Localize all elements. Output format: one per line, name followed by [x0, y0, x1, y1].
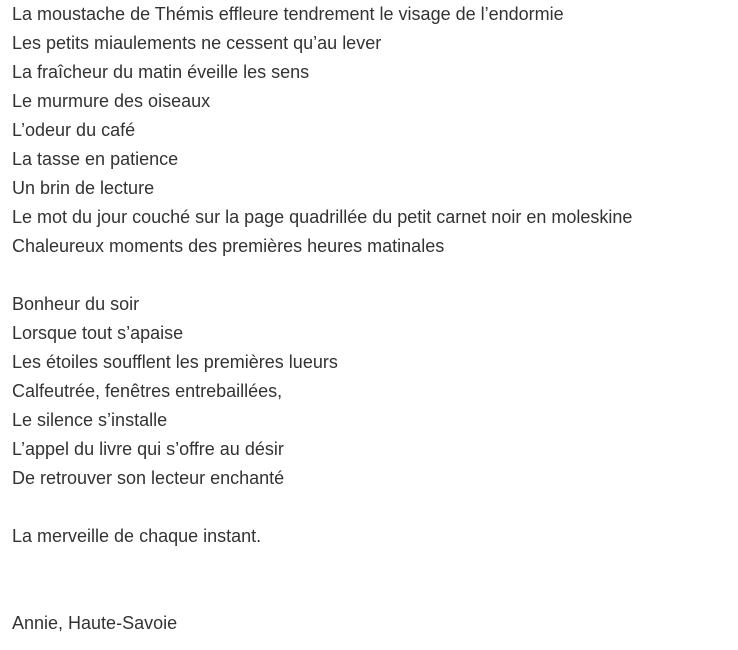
poem-line: Les petits miaulements ne cessent qu’au lever [12, 33, 382, 53]
stanza-spacer [12, 493, 732, 522]
poem-line: L’appel du livre qui s’offre au désir [12, 439, 284, 459]
stanza-morning [12, 0, 732, 261]
poem-line: Calfeutrée, fenêtres entrebaillées, [12, 381, 283, 401]
poem-line: L’odeur du café [12, 120, 136, 140]
poem-line: Le murmure des oiseaux [12, 91, 211, 111]
author-signature: Annie, Haute-Savoie [12, 613, 178, 633]
poem-line: Le mot du jour couché sur la page quadrillée du petit carnet noir en moleskine [12, 207, 633, 227]
poem-line: De retrouver son lecteur enchanté [12, 468, 285, 488]
stanza-evening [12, 290, 732, 493]
poem-line: Lorsque tout s’apaise [12, 323, 184, 343]
stanza-spacer [12, 261, 732, 290]
signature-spacer [12, 551, 732, 609]
poem-line: La moustache de Thémis effleure tendrement le visage de l’endormie [12, 4, 564, 24]
poem-line: Les étoiles soufflent les premières lueurs [12, 352, 338, 372]
poem-line: La merveille de chaque instant. [12, 526, 262, 546]
poem-line: La fraîcheur du matin éveille les sens [12, 62, 310, 82]
poem-body [12, 0, 732, 638]
poem-line: Chaleureux moments des premières heures matinales [12, 236, 445, 256]
poem-line: Un brin de lecture [12, 178, 155, 198]
poem-line: Le silence s’installe [12, 410, 168, 430]
stanza-closing [12, 522, 732, 551]
poem-line: La tasse en patience [12, 149, 179, 169]
poem-line: Bonheur du soir [12, 294, 140, 314]
